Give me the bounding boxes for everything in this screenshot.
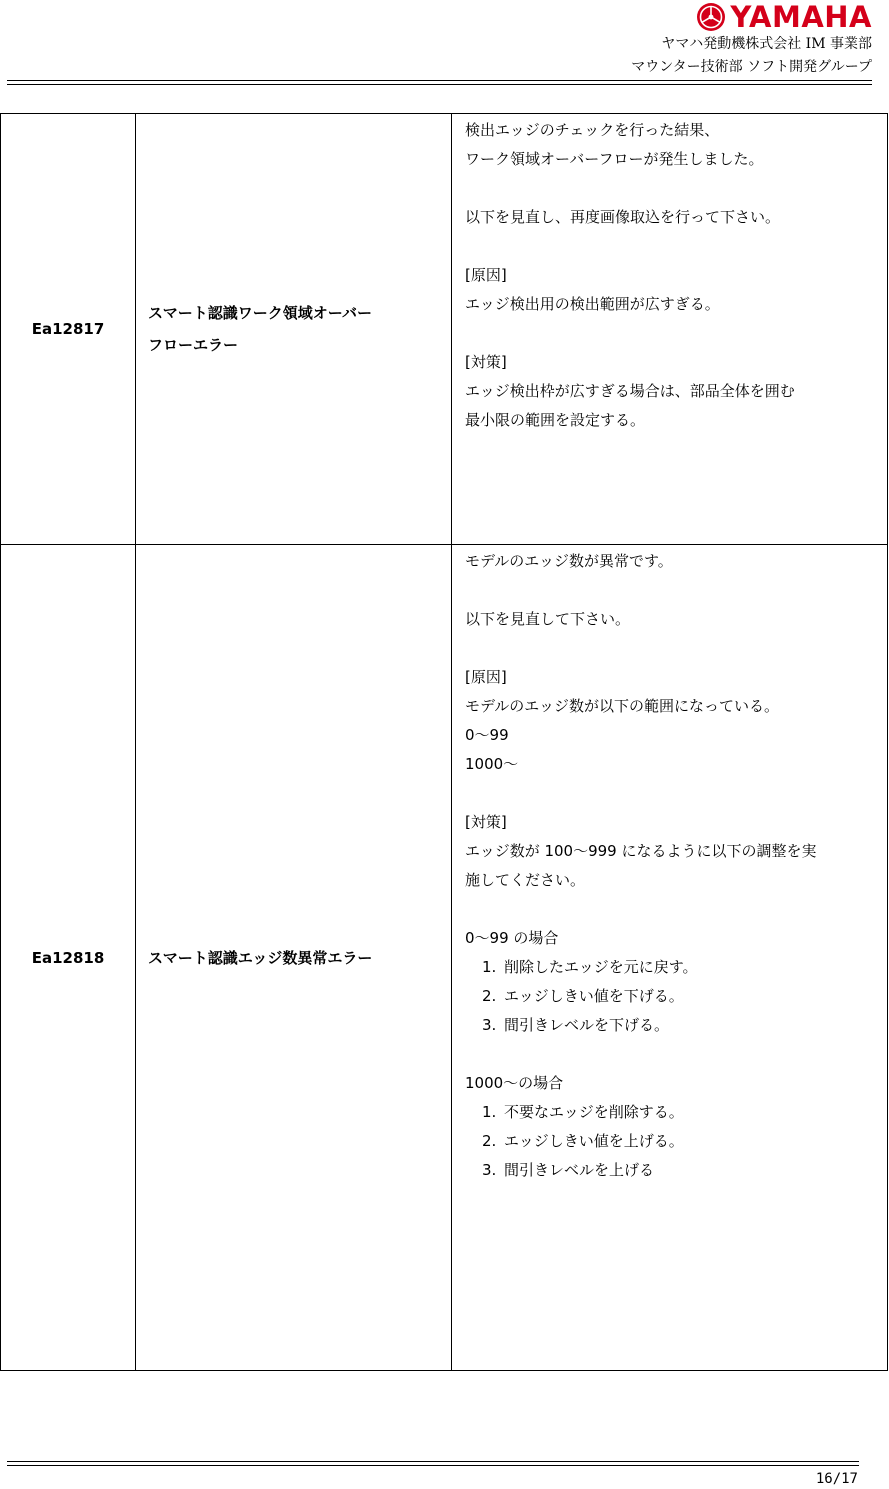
description-line: 0～99 bbox=[465, 726, 509, 744]
list-item bbox=[465, 1098, 887, 1127]
table-row bbox=[1, 545, 888, 1371]
list-number: 1. bbox=[482, 1103, 497, 1121]
list-text: 不要なエッジを削除する。 bbox=[504, 1103, 684, 1121]
page-header bbox=[0, 0, 889, 90]
error-code: Ea12818 bbox=[1, 545, 136, 1371]
company-name: ヤマハ発動機株式会社 IM 事業部 bbox=[661, 36, 872, 52]
case-heading: 1000～の場合 bbox=[465, 1074, 564, 1092]
case-heading: 0～99 の場合 bbox=[465, 929, 559, 947]
error-description bbox=[452, 114, 888, 545]
error-title bbox=[136, 545, 452, 1371]
description-line: エッジ数が 100～999 になるように以下の調整を実 bbox=[465, 842, 817, 860]
footer-divider bbox=[7, 1461, 859, 1462]
description-line: モデルのエッジ数が以下の範囲になっている。 bbox=[465, 697, 779, 715]
footer-divider bbox=[7, 1465, 859, 1466]
list-item bbox=[465, 1011, 887, 1040]
header-divider bbox=[7, 80, 872, 81]
blank-line bbox=[465, 319, 887, 348]
error-title bbox=[136, 114, 452, 545]
cause-heading: [原因] bbox=[465, 668, 507, 686]
error-code-table bbox=[0, 113, 888, 1371]
error-description bbox=[452, 545, 888, 1371]
list-item bbox=[465, 953, 887, 982]
description-line: 以下を見直し、再度画像取込を行って下さい。 bbox=[465, 208, 781, 226]
description-line: エッジ検出枠が広すぎる場合は、部品全体を囲む bbox=[465, 382, 795, 400]
brand-wordmark: YAMAHA bbox=[730, 0, 872, 34]
table-row bbox=[1, 114, 888, 545]
blank-line bbox=[465, 1040, 887, 1069]
blank-line bbox=[465, 895, 887, 924]
header-divider bbox=[7, 84, 872, 85]
blank-line bbox=[465, 779, 887, 808]
list-number: 1. bbox=[482, 958, 497, 976]
list-number: 2. bbox=[482, 1132, 497, 1150]
blank-line bbox=[465, 174, 887, 203]
blank-line bbox=[465, 232, 887, 261]
department-name: マウンター技術部 ソフト開発グループ bbox=[631, 59, 872, 75]
error-code: Ea12817 bbox=[1, 114, 136, 545]
yamaha-logo bbox=[696, 2, 872, 32]
list-text: エッジしきい値を下げる。 bbox=[504, 987, 684, 1005]
list-text: 削除したエッジを元に戻す。 bbox=[504, 958, 698, 976]
description-line: 以下を見直して下さい。 bbox=[465, 610, 631, 628]
list-text: 間引きレベルを下げる。 bbox=[504, 1016, 670, 1034]
error-title-line: フローエラー bbox=[148, 336, 239, 354]
page-number: 16/17 bbox=[815, 1471, 858, 1487]
list-text: エッジしきい値を上げる。 bbox=[504, 1132, 684, 1150]
error-title-line: スマート認識ワーク領域オーバー bbox=[148, 304, 372, 322]
list-item bbox=[465, 1156, 887, 1185]
list-text: 間引きレベルを上げる bbox=[504, 1161, 655, 1179]
description-line: エッジ検出用の検出範囲が広すぎる。 bbox=[465, 295, 720, 313]
countermeasure-heading: [対策] bbox=[465, 353, 507, 371]
countermeasure-heading: [対策] bbox=[465, 813, 507, 831]
error-title-line: スマート認識エッジ数異常エラー bbox=[148, 948, 373, 967]
list-item bbox=[465, 1127, 887, 1156]
blank-line bbox=[465, 634, 887, 663]
blank-line bbox=[465, 576, 887, 605]
description-line: 最小限の範囲を設定する。 bbox=[465, 411, 646, 429]
cause-heading: [原因] bbox=[465, 266, 507, 284]
list-number: 3. bbox=[482, 1016, 497, 1034]
description-line: ワーク領域オーバーフローが発生しました。 bbox=[465, 150, 764, 168]
list-number: 3. bbox=[482, 1161, 497, 1179]
description-line: 1000～ bbox=[465, 755, 519, 773]
description-line: 検出エッジのチェックを行った結果、 bbox=[465, 121, 720, 139]
description-line: モデルのエッジ数が異常です。 bbox=[465, 552, 673, 570]
list-number: 2. bbox=[482, 987, 497, 1005]
list-item bbox=[465, 982, 887, 1011]
description-line: 施してください。 bbox=[465, 871, 586, 889]
yamaha-tuning-fork-emblem-icon bbox=[696, 2, 726, 32]
